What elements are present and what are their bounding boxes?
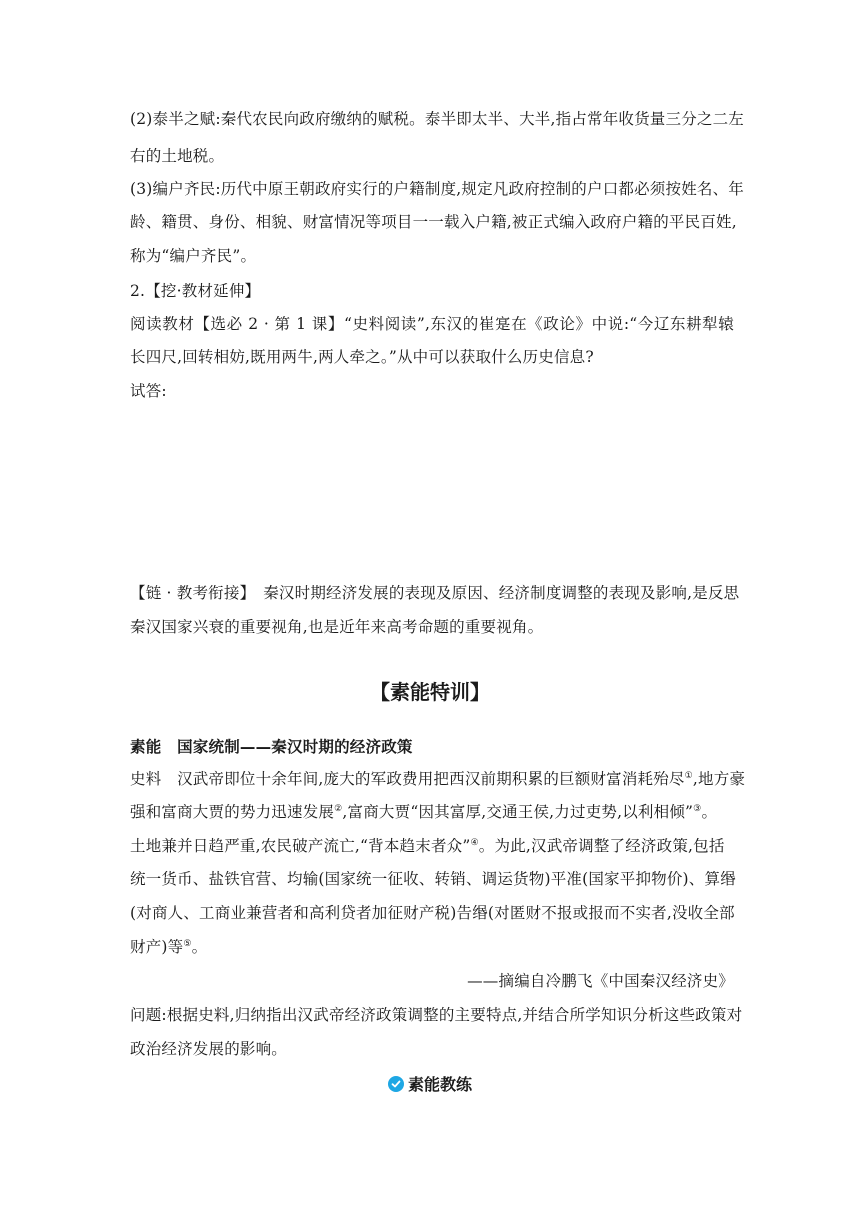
note-item-3-line-3: 称为“编户齐民”。 [130, 247, 257, 265]
note-item-2-line-1: (2)泰半之赋:秦代农民向政府缴纳的赋税。泰半即太半、大半,指占常年收货量三分之二左 [130, 110, 745, 128]
footnote-mark-5: ⑤ [183, 938, 192, 949]
question-line-2: 政治经济发展的影响。 [130, 1040, 288, 1058]
footnote-mark-3: ③ [693, 803, 702, 814]
check-circle-icon [388, 1076, 404, 1092]
note-item-2-line-2: 右的土地税。 [130, 147, 225, 165]
extension-line-2: 长四尺,回转相妨,既用两牛,两人牵之。”从中可以获取什么历史信息? [130, 348, 594, 366]
trainer-label: 素能教练 [407, 1075, 472, 1094]
source-text: 史料 汉武帝即位十余年间,庞大的军政费用把西汉前期积累的巨额财富消耗殆尽 [130, 770, 685, 788]
source-text: ,富商大贾“因其富厚,交通王侯,力过吏势,以利相倾” [342, 803, 694, 821]
source-line-3 [130, 835, 734, 857]
citation: ——摘编自冷鹏飞《中国秦汉经济史》 [467, 972, 734, 990]
source-line-5: (对商人、工商业兼营者和高利贷者加征财产税)告缗(对匿财不报或报而不实者,没收全部 [130, 904, 735, 922]
source-text: 强和富商大贾的势力迅速发展 [130, 803, 335, 821]
extension-title: 2.【挖·教材延伸】 [130, 282, 261, 300]
source-line-6 [130, 936, 734, 958]
source-text: ,地方豪 [692, 770, 746, 788]
link-line-2: 秦汉国家兴衰的重要视角,也是近年来高考命题的重要视角。 [130, 618, 544, 636]
answer-label: 试答: [130, 382, 167, 400]
extension-line-1: 阅读教材【选必 2 · 第 1 课】“史料阅读”,东汉的崔寔在《政论》中说:“今辽东耕犁辕 [130, 315, 734, 333]
footnote-mark-2: ② [334, 803, 343, 814]
source-text: 。为此,汉武帝调整了经济政策,包括 [478, 837, 725, 855]
source-text: 财产)等 [130, 938, 184, 956]
note-item-3-line-2: 龄、籍贯、身份、相貌、财富情况等项目一一载入户籍,被正式编入政府户籍的平民百姓, [130, 213, 737, 231]
source-text: 。 [701, 803, 718, 821]
source-line-2 [130, 801, 734, 823]
source-text: 。 [191, 938, 208, 956]
link-line-1: 【链 · 教考衔接】 秦汉时期经济发展的表现及原因、经济制度调整的表现及影响,是反思 [130, 584, 740, 602]
section-subtitle: 素能 国家统制——秦汉时期的经济政策 [130, 738, 413, 756]
source-line-4: 统一货币、盐铁官营、均输(国家统一征收、转销、调运货物)平准(国家平抑物价)、算缗 [130, 870, 736, 888]
source-line-1 [130, 768, 746, 790]
question-line-1: 问题:根据史料,归纳指出汉武帝经济政策调整的主要特点,并结合所学知识分析这些政策对 [130, 1006, 743, 1024]
source-text: 土地兼并日趋严重,农民破产流亡,“背本趋末者众” [130, 837, 471, 855]
note-item-3-line-1: (3)编户齐民:历代中原王朝政府实行的户籍制度,规定凡政府控制的户口都必须按姓名、年 [130, 180, 745, 198]
trainer-heading [0, 1072, 860, 1095]
footnote-mark-4: ④ [470, 837, 479, 848]
footnote-mark-1: ① [684, 770, 693, 781]
section-heading: 【素能特训】 [370, 680, 490, 704]
